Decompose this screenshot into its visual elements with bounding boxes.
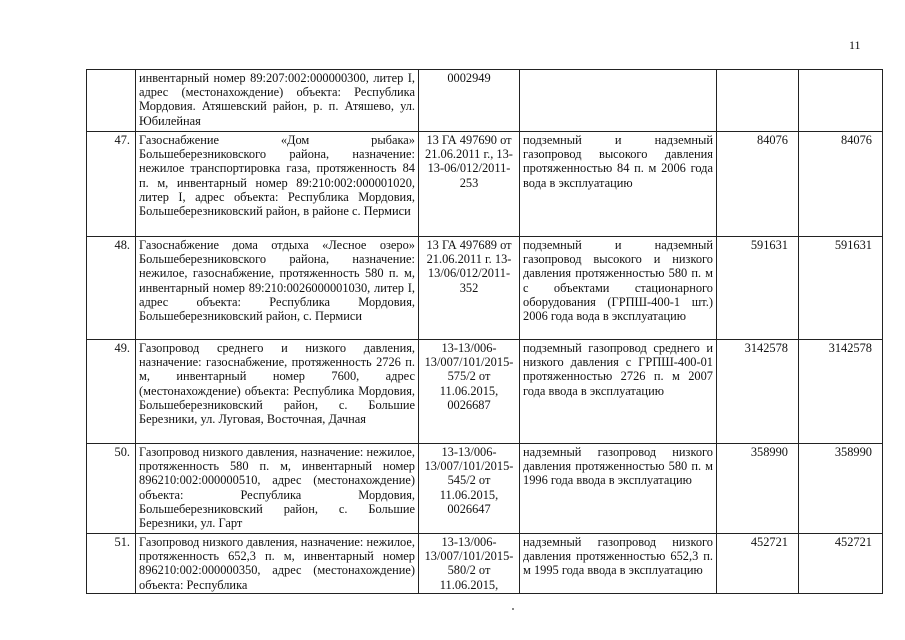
value-cell: 84076 <box>717 132 799 237</box>
object-description: Газоснабжение дома отдыха «Лесное озеро» Большеберезниковского района, назначение: нежилое, газоснабжение, протяженность 580 п. м, инвентарный номер 89:210:0026000001030, литер I, адрес объекта: Республика Мордовия, Большеберезниковский район, с. Пермиси <box>136 237 419 340</box>
row-number: 49. <box>87 340 136 444</box>
value-cell: 358990 <box>717 444 799 534</box>
object-description: Газопровод низкого давления, назначение: нежилое, протяженность 580 п. м, инвентарный номер 896210:002:000000510, адрес (местонахождение) объекта: Республика Мордовия, Большеберезниковский район, с. Большие Березники, ул. Гарт <box>136 444 419 534</box>
row-number: 50. <box>87 444 136 534</box>
value-cell-2: 3142578 <box>799 340 883 444</box>
object-description: инвентарный номер 89:207:002:000000300, литер I, адрес (местонахождение) объекта: Республика Мордовия. Атяшевский район, р. п. Атяшево, ул. Юбилейная <box>136 70 419 132</box>
value-cell: 3142578 <box>717 340 799 444</box>
registration-details: 13 ГА 497689 от 21.06.2011 г. 13-13/06/012/2011-352 <box>419 237 520 340</box>
value-cell-2 <box>799 70 883 132</box>
table-row <box>87 237 883 340</box>
object-characteristics: подземный и надземный газопровод высокого давления протяженностью 84 п. м 2006 года вода в эксплуатацию <box>520 132 717 237</box>
object-characteristics <box>520 70 717 132</box>
registration-details: 13-13/006-13/007/101/2015-545/2 от 11.06.2015, 0026647 <box>419 444 520 534</box>
object-description: Газоснабжение «Дом рыбака» Большеберезниковского района, назначение: нежилое транспортировка газа, протяженность 84 п. м, инвентарный номер 89:210:002:000001020, литер I, адрес объекта: Республика Мордовия, Большеберезниковский район, в районе с. Пермиси <box>136 132 419 237</box>
object-characteristics: надземный газопровод низкого давления протяженностью 652,3 п. м 1995 года ввода в эксплуатацию <box>520 534 717 594</box>
table-row <box>87 340 883 444</box>
table-row <box>87 132 883 237</box>
row-number <box>87 70 136 132</box>
row-number: 48. <box>87 237 136 340</box>
registration-details: 13-13/006-13/007/101/2015-580/2 от 11.06.2015, <box>419 534 520 594</box>
row-number: 51. <box>87 534 136 594</box>
registration-details: 13 ГА 497690 от 21.06.2011 г., 13-13-06/012/2011-253 <box>419 132 520 237</box>
value-cell <box>717 70 799 132</box>
table-row <box>87 534 883 594</box>
object-characteristics: подземный и надземный газопровод высокого и низкого давления протяженностью 580 п. м с объектами стационарного оборудования (ГРПШ-400-1 шт.) 2006 года вода в эксплуатацию <box>520 237 717 340</box>
object-description: Газопровод среднего и низкого давления, назначение: газоснабжение, протяженность 2726 п. м, инвентарный номер 7600, адрес (местонахождение) объекта: Республика Мордовия, Большеберезниковский район, с. Большие Березники, ул. Луговая, Восточная, Дачная <box>136 340 419 444</box>
object-description: Газопровод низкого давления, назначение: нежилое, протяженность 652,3 п. м, инвентарный номер 896210:002:000000350, адрес (местонахождение) объекта: Республика <box>136 534 419 594</box>
table-row <box>87 444 883 534</box>
scan-artifact <box>512 608 514 610</box>
value-cell-2: 591631 <box>799 237 883 340</box>
value-cell-2: 358990 <box>799 444 883 534</box>
row-number: 47. <box>87 132 136 237</box>
object-characteristics: подземный газопровод среднего и низкого давления с ГРПШ-400-01 протяженностью 2726 п. м 2007 года ввода в эксплуатацию <box>520 340 717 444</box>
value-cell: 452721 <box>717 534 799 594</box>
value-cell-2: 84076 <box>799 132 883 237</box>
registration-details: 13-13/006-13/007/101/2015-575/2 от 11.06.2015, 0026687 <box>419 340 520 444</box>
page-number: 11 <box>849 38 861 52</box>
property-registry-table <box>86 69 883 594</box>
object-characteristics: надземный газопровод низкого давления протяженностью 580 п. м 1996 года ввода в эксплуатацию <box>520 444 717 534</box>
value-cell-2: 452721 <box>799 534 883 594</box>
table-row <box>87 70 883 132</box>
value-cell: 591631 <box>717 237 799 340</box>
registration-details: 0002949 <box>419 70 520 132</box>
